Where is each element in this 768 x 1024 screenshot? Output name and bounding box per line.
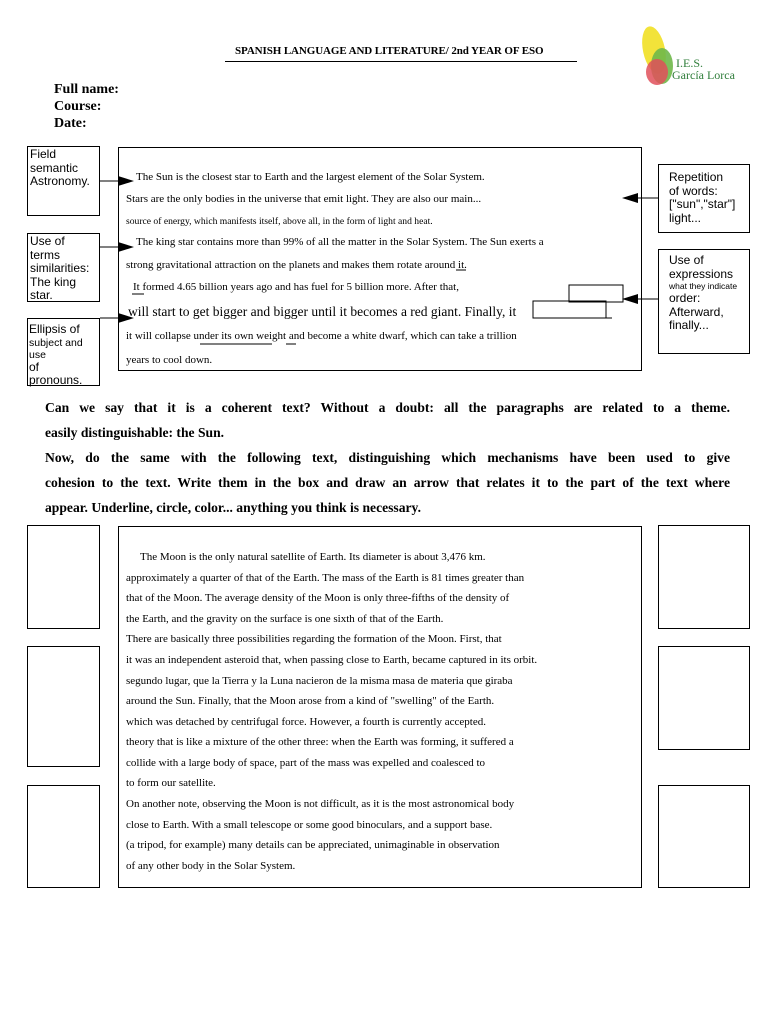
example-line-3: source of energy, which manifests itself, above all, in the form of light and heat.	[126, 216, 433, 227]
example-line-7: will start to get bigger and bigger until it becomes a red giant. Finally, it	[128, 304, 517, 319]
moon-line-3: that of the Moon. The average density of the Moon is only three-fifths of the density of	[126, 592, 510, 604]
date-label: Date:	[54, 116, 87, 131]
moon-line-7: segundo lugar, que la Tierra y la Luna nacieron de la misma masa de materia que giraba	[126, 675, 513, 687]
answer-box-left-3[interactable]	[27, 785, 100, 888]
course-label: Course:	[54, 99, 102, 114]
expressions-label-bottom: order: Afterward, finally...	[669, 291, 724, 332]
moon-line-6: it was an independent asteroid that, when passing close to Earth, became captured in its orbit.	[126, 654, 538, 666]
moon-line-11: collide with a large body of space, part of the mass was expelled and coalesced to	[126, 757, 486, 769]
task-line-1: Now, do the same with the following text, distinguishing which mechanisms have been used to give	[45, 450, 730, 465]
field-semantic-box: Field semantic Astronomy.	[27, 146, 100, 216]
terms-similarities-box: Use of terms similarities: The king star.	[27, 233, 100, 302]
coherence-line-1: Can we say that it is a coherent text? Without a doubt: all the paragraphs are related to a theme.	[45, 400, 730, 415]
moon-line-1: The Moon is the only natural satellite of Earth. Its diameter is about 3,476 km.	[140, 551, 486, 563]
expressions-label-small: what they indicate	[669, 281, 738, 291]
logo-text-ies: I.E.S.	[676, 56, 703, 70]
coherence-paragraph	[45, 395, 730, 520]
coherence-line-2: easily distinguishable: the Sun.	[45, 425, 225, 440]
moon-line-13: On another note, observing the Moon is not difficult, as it is the most astronomical body	[126, 798, 515, 810]
full-name-label: Full name:	[54, 82, 119, 97]
ellipsis-label-small: subject and use	[29, 336, 83, 361]
example-line-8: it will collapse under its own weight and become a white dwarf, which can take a trillion	[126, 330, 517, 342]
task-line-2: cohesion to the text. Write them in the box and draw an arrow that relates it to the part of the text where	[45, 475, 730, 490]
moon-line-12: to form our satellite.	[126, 777, 216, 789]
moon-line-8: around the Sun. Finally, that the Moon arose from a kind of "swelling" of the Earth.	[126, 695, 495, 707]
moon-line-5: There are basically three possibilities regarding the formation of the Moon. First, that	[126, 633, 502, 645]
example-line-5: strong gravitational attraction on the planets and makes them rotate around it.	[126, 259, 467, 271]
worksheet-title: SPANISH LANGUAGE AND LITERATURE/ 2nd YEAR OF ESO	[235, 45, 544, 57]
answer-box-right-1[interactable]	[658, 525, 750, 629]
example-line-9: years to cool down.	[126, 354, 213, 366]
ellipsis-label-title: Ellipsis of	[29, 322, 80, 336]
moon-line-9: which was detached by centrifugal force. However, a fourth is currently accepted.	[126, 716, 486, 728]
example-line-2: Stars are the only bodies in the universe that emit light. They are also our main...	[126, 193, 482, 205]
expressions-label-top: Use of expressions	[669, 253, 734, 281]
moon-line-10: theory that is like a mixture of the other three: when the Earth was forming, it suffered a	[126, 736, 514, 748]
repetition-box: Repetition of words: ["sun","star"] light...	[658, 164, 750, 233]
example-line-6: It formed 4.65 billion years ago and has fuel for 5 billion more. After that,	[133, 281, 459, 293]
moon-line-2: approximately a quarter of that of the Earth. The mass of the Earth is 81 times greater than	[126, 572, 525, 584]
moon-line-4: the Earth, and the gravity on the surface is one sixth of that of the Earth.	[126, 613, 444, 625]
example-line-4: The king star contains more than 99% of all the matter in the Solar System. The Sun exerts a	[136, 236, 544, 248]
moon-line-16: of any other body in the Solar System.	[126, 860, 296, 872]
answer-box-left-1[interactable]	[27, 525, 100, 629]
example-line-1: The Sun is the closest star to Earth and the largest element of the Solar System.	[136, 171, 485, 183]
answer-box-right-2[interactable]	[658, 646, 750, 750]
logo-text-school: García Lorca	[672, 68, 735, 82]
ellipsis-label-rest: of pronouns.	[29, 359, 83, 387]
moon-line-15: (a tripod, for example) many details can be appreciated, unimaginable in observation	[126, 839, 500, 851]
answer-box-right-3[interactable]	[658, 785, 750, 888]
moon-line-14: close to Earth. With a small telescope or some good binoculars, and a support base.	[126, 819, 493, 831]
task-line-3: appear. Underline, circle, color... anything you think is necessary.	[45, 500, 421, 515]
answer-box-left-2[interactable]	[27, 646, 100, 767]
